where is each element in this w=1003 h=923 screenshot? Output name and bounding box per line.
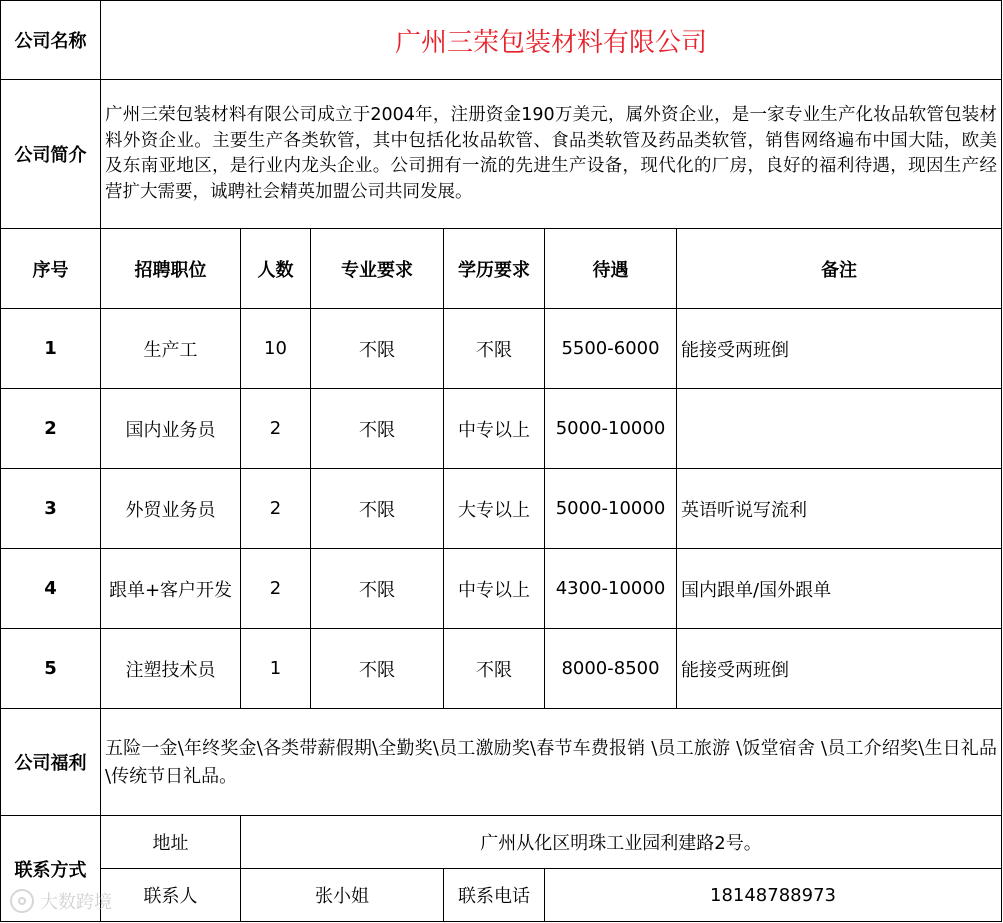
table-row-5-index: 5 <box>0 628 101 709</box>
company-intro-label: 公司简介 <box>0 79 101 229</box>
table-row-1-headcount: 10 <box>240 308 311 389</box>
table-row-1-position: 生产工 <box>100 308 241 389</box>
col-header-headcount: 人数 <box>240 228 311 309</box>
col-header-notes: 备注 <box>676 228 1002 309</box>
contact-person-value: 张小姐 <box>240 868 444 922</box>
table-row-1-index: 1 <box>0 308 101 389</box>
table-row-2-headcount: 2 <box>240 388 311 469</box>
table-row-4-position: 跟单+客户开发 <box>100 548 241 629</box>
phone-label: 联系电话 <box>443 868 545 922</box>
table-row-3-education: 大专以上 <box>443 468 545 549</box>
table-row-5-salary: 8000-8500 <box>544 628 677 709</box>
table-row-5-headcount: 1 <box>240 628 311 709</box>
benefits-text: 五险一金\年终奖金\各类带薪假期\全勤奖\员工激励奖\春节车费报销 \员工旅游 \饭堂宿舍 \员工介绍奖\生日礼品\传统节日礼品。 <box>100 708 1002 816</box>
table-row-2-salary: 5000-10000 <box>544 388 677 469</box>
watermark-logo-icon <box>10 889 34 913</box>
table-row-3-notes: 英语听说写流利 <box>676 468 1002 549</box>
table-row-3-salary: 5000-10000 <box>544 468 677 549</box>
table-row-1-major: 不限 <box>310 308 444 389</box>
table-row-5-notes: 能接受两班倒 <box>676 628 1002 709</box>
table-row-4-notes: 国内跟单/国外跟单 <box>676 548 1002 629</box>
table-row-2-major: 不限 <box>310 388 444 469</box>
watermark-text: 大数跨境 <box>40 892 112 913</box>
table-row-1-notes: 能接受两班倒 <box>676 308 1002 389</box>
col-header-index: 序号 <box>0 228 101 309</box>
col-header-major: 专业要求 <box>310 228 444 309</box>
table-row-3-index: 3 <box>0 468 101 549</box>
table-row-5-major: 不限 <box>310 628 444 709</box>
table-row-4-major: 不限 <box>310 548 444 629</box>
benefits-label: 公司福利 <box>0 708 101 816</box>
table-row-4-headcount: 2 <box>240 548 311 629</box>
table-row-4-education: 中专以上 <box>443 548 545 629</box>
address-label: 地址 <box>100 815 241 869</box>
contact-person-label: 联系人 <box>100 868 241 922</box>
table-row-3-major: 不限 <box>310 468 444 549</box>
company-intro-text: 广州三荣包装材料有限公司成立于2004年，注册资金190万美元，属外资企业，是一家专业生产化妆品软管包装材料外资企业。主要生产各类软管，其中包括化妆品软管、食品类软管及药品类软管，销售网络遍布中国大陆，欧美及东南亚地区，是行业内龙头企业。公司拥有一流的先进生产设备，现代化的厂房，良好的福利待遇，现因生产经营扩大需要，诚聘社会精英加盟公司共同发展。 <box>100 79 1002 229</box>
table-row-3-headcount: 2 <box>240 468 311 549</box>
table-row-2-education: 中专以上 <box>443 388 545 469</box>
company-name-label: 公司名称 <box>0 0 101 80</box>
watermark <box>10 888 112 914</box>
address-value: 广州从化区明珠工业园利建路2号。 <box>240 815 1002 869</box>
table-row-2-notes <box>676 388 1002 469</box>
table-row-2-position: 国内业务员 <box>100 388 241 469</box>
col-header-education: 学历要求 <box>443 228 545 309</box>
table-row-5-position: 注塑技术员 <box>100 628 241 709</box>
table-row-1-salary: 5500-6000 <box>544 308 677 389</box>
table-row-5-education: 不限 <box>443 628 545 709</box>
table-row-4-salary: 4300-10000 <box>544 548 677 629</box>
company-name: 广州三荣包装材料有限公司 <box>100 0 1002 80</box>
table-row-4-index: 4 <box>0 548 101 629</box>
table-row-3-position: 外贸业务员 <box>100 468 241 549</box>
col-header-position: 招聘职位 <box>100 228 241 309</box>
col-header-salary: 待遇 <box>544 228 677 309</box>
table-row-1-education: 不限 <box>443 308 545 389</box>
phone-value: 18148788973 <box>544 868 1002 922</box>
contact-label: 联系方式 <box>0 815 101 922</box>
table-row-2-index: 2 <box>0 388 101 469</box>
